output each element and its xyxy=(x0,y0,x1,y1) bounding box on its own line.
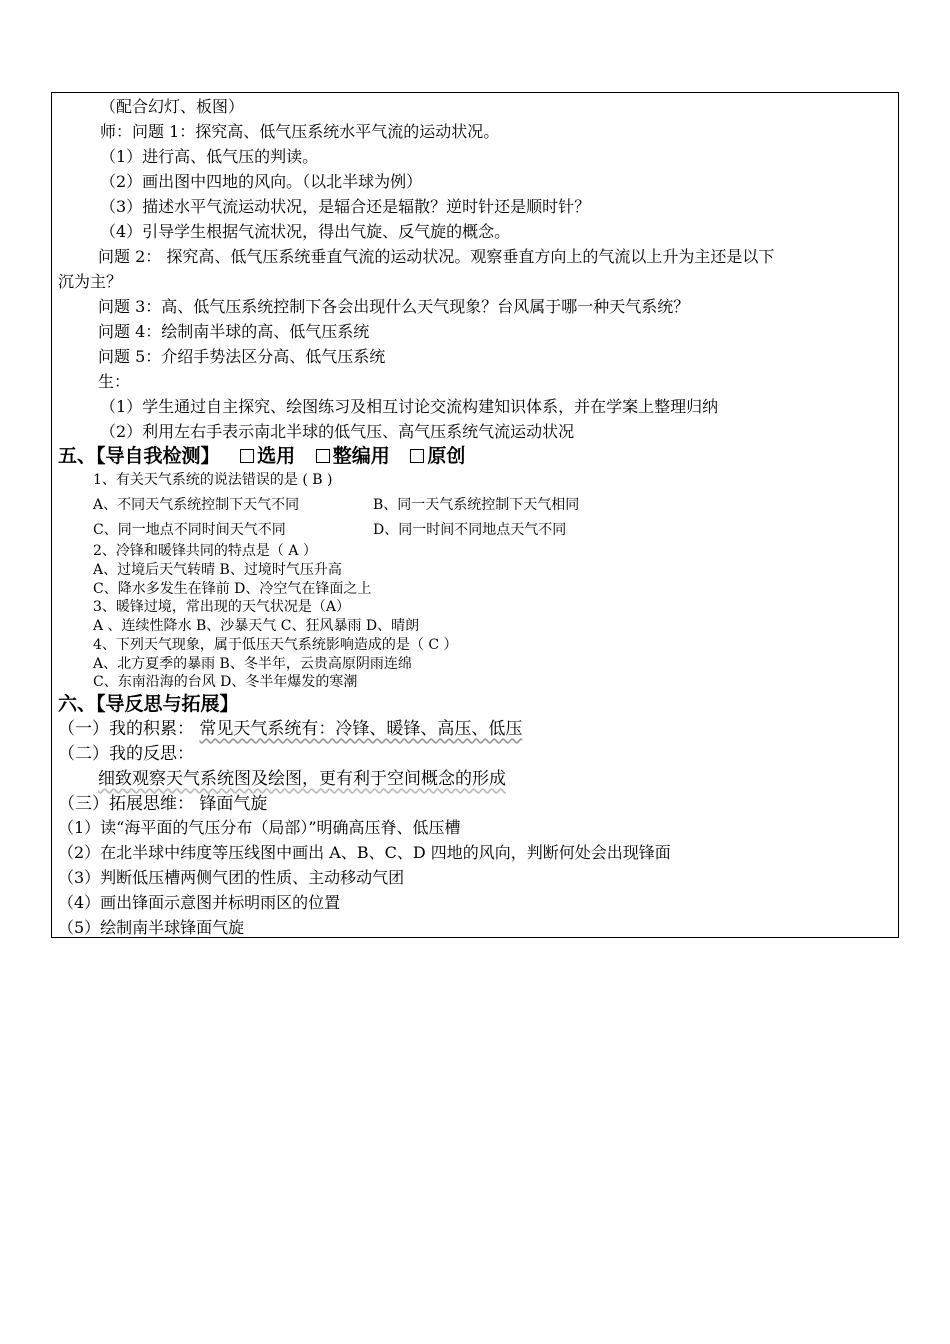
accumulation-label: （一）我的积累： xyxy=(58,719,194,739)
checkbox-icon xyxy=(316,449,330,463)
quiz-4-options-cd: C、东南沿海的台风 D、冬半年爆发的寒潮 xyxy=(93,674,358,690)
section-5-heading xyxy=(58,444,465,468)
quiz-1-option-b: B、同一天气系统控制下天气相同 xyxy=(373,497,580,513)
student-label: 生： xyxy=(98,372,131,391)
teacher-question-3: 问题 3：高、低气压系统控制下各会出现什么天气现象？台风属于哪一种天气系统？ xyxy=(98,297,690,316)
teacher-question-2-cont: 沉为主？ xyxy=(58,272,123,291)
extension-label: （三）拓展思维： xyxy=(58,794,194,814)
accumulation-text: 常见天气系统有：冷锋、暖锋、高压、低压 xyxy=(199,719,523,739)
option-original: 原创 xyxy=(427,445,466,467)
teacher-question-2: 问题 2： 探究高、低气压系统垂直气流的运动状况。观察垂直方向上的气流以上升为主还是以下 xyxy=(98,247,775,266)
quiz-question-1: 1、有关天气系统的说法错误的是 ( B ) xyxy=(93,472,333,488)
section-6-title: 六、【导反思与拓展】 xyxy=(58,693,239,715)
reflection-label: （二）我的反思： xyxy=(58,744,194,764)
quiz-1-option-d: D、同一时间不同地点天气不同 xyxy=(373,522,567,538)
teacher-question-4: 问题 4：绘制南半球的高、低气压系统 xyxy=(98,322,370,341)
step-3: （3）描述水平气流运动状况，是辐合还是辐散？逆时针还是顺时针？ xyxy=(100,197,591,216)
extension-row xyxy=(58,793,267,815)
quiz-1-option-c: C、同一地点不同时间天气不同 xyxy=(93,522,286,538)
step-1: （1）进行高、低气压的判读。 xyxy=(100,147,319,166)
extension-task-3: （3）判断低压槽两侧气团的性质、主动移动气团 xyxy=(58,868,405,887)
slide-note: （配合幻灯、板图） xyxy=(100,97,245,116)
accumulation-row xyxy=(58,718,522,740)
extension-task-1: （1）读“海平面的气压分布（局部）”明确高压脊、低压槽 xyxy=(58,818,461,837)
quiz-question-4: 4、下列天气现象，属于低压天气系统影响造成的是（ C ） xyxy=(93,637,458,653)
student-activity-2: （2）利用左右手表示南北半球的低气压、高气压系统气流运动状况 xyxy=(100,422,575,441)
quiz-question-2: 2、冷锋和暖锋共同的特点是（ A ） xyxy=(93,543,317,559)
option-select: 选用 xyxy=(257,445,296,467)
checkbox-icon xyxy=(240,449,254,463)
extension-topic: 锋面气旋 xyxy=(199,794,268,814)
step-4: （4）引导学生根据气流状况，得出气旋、反气旋的概念。 xyxy=(100,222,511,241)
quiz-2-options-cd: C、降水多发生在锋前 D、冷空气在锋面之上 xyxy=(93,581,372,597)
quiz-1-option-a: A、不同天气系统控制下天气不同 xyxy=(93,497,300,513)
quiz-4-options-ab: A、北方夏季的暴雨 B、冬半年，云贵高原阴雨连绵 xyxy=(93,656,412,672)
checkbox-icon xyxy=(410,449,424,463)
option-edit: 整编用 xyxy=(332,445,390,467)
student-activity-1: （1）学生通过自主探究、绘图练习及相互讨论交流构建知识体系，并在学案上整理归纳 xyxy=(100,397,719,416)
extension-task-2: （2）在北半球中纬度等压线图中画出 A、B、C、D 四地的风向，判断何处会出现锋面 xyxy=(58,843,671,862)
quiz-question-3: 3、暖锋过境，常出现的天气状况是（A） xyxy=(93,599,351,615)
teacher-question-1: 师：问题 1：探究高、低气压系统水平气流的运动状况。 xyxy=(100,122,500,141)
section-5-title: 五、【导自我检测】 xyxy=(58,445,220,467)
teacher-question-5: 问题 5：介绍手势法区分高、低气压系统 xyxy=(98,347,386,366)
quiz-2-options-ab: A、过境后天气转晴 B、过境时气压升高 xyxy=(93,562,342,578)
step-2: （2）画出图中四地的风向。（以北半球为例） xyxy=(100,172,423,191)
extension-task-4: （4）画出锋面示意图并标明雨区的位置 xyxy=(58,893,341,912)
quiz-3-options: A 、连续性降水 B、沙暴天气 C、狂风暴雨 D、晴朗 xyxy=(93,618,420,634)
reflection-text: 细致观察天气系统图及绘图，更有利于空间概念的形成 xyxy=(98,769,506,789)
extension-task-5: （5）绘制南半球锋面气旋 xyxy=(58,918,245,937)
